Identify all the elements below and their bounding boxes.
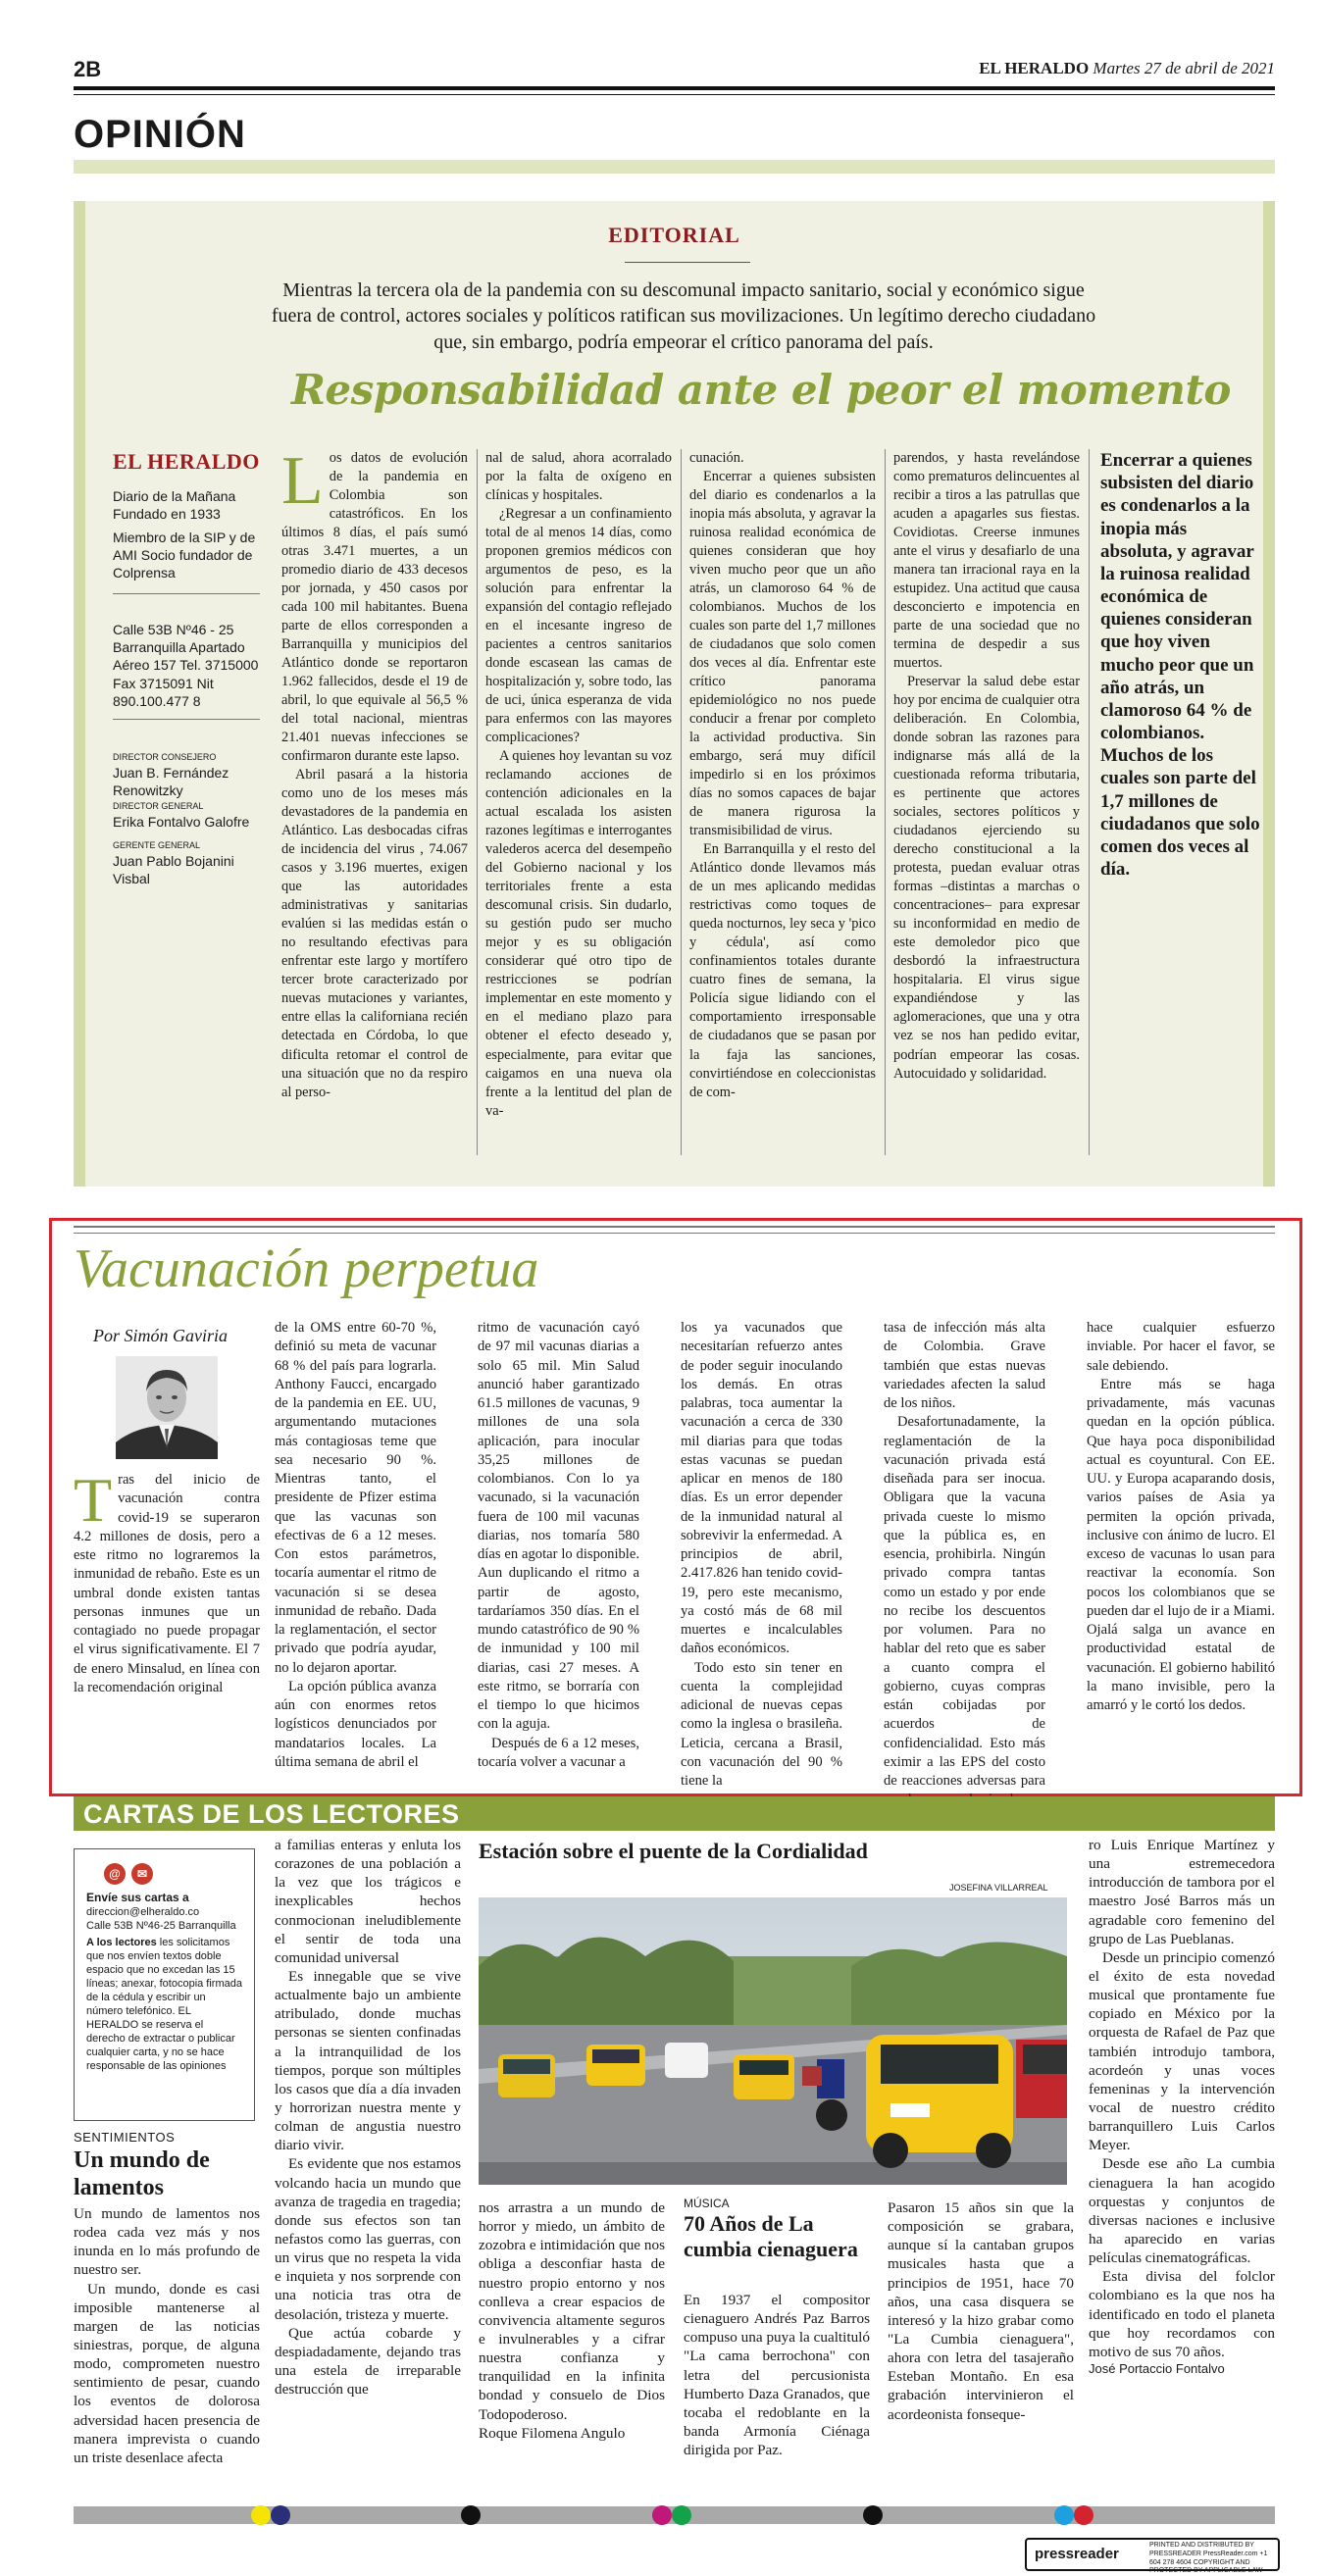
paragraph: os datos de evolución de la pandemia en Colombia son catastróficos. En los últimos 8 días, el país sumó otras 3.471 muertes, a un promedio diario de 433 decesos por jornada, y 450 casos por cada 100 mil habitantes. Buena parte de ellos corresponden a Barranquilla y municipios del Atlántico donde se reportaron 1.962 fallecidos, desde el 19 de abril, lo que equivale al 56,5 % del total nacional, mientras 21.401 nuevas infecciones se confirmaron durante este lapso. — [281, 450, 468, 765]
letter-text-1 — [74, 2204, 260, 2499]
paragraph: nal de salud, ahora acorralado por la falta de oxígeno en clínicas y hospitales. — [485, 450, 672, 504]
staff-name: Juan Pablo Bojanini Visbal — [113, 853, 234, 887]
paragraph: En Barranquilla y el resto del Atlántico donde llevamos más de un mes aplicando medidas restrictivas como toques de queda nocturnos, ley seca y 'pico y cédula', así como confinamientos totales durante cuatro fines de semana, la Policía sigue lidiando con el comportamiento irresponsable de ciudadanos que se pasan por la faja las sanciones, convirtiéndose en coleccionistas de com- — [689, 841, 876, 1100]
registration-dot-magenta — [652, 2505, 672, 2525]
staff-membership: Miembro de la SIP y de AMI Socio fundador de Colprensa — [113, 530, 256, 581]
pull-quote: Encerrar a quienes subsisten del diario es condenarlos a la inopia más absoluta, y agravar la ruinosa realidad económica de quienes consideran que hoy viven mucho peor que un año atrás, un clamoroso 64 % de colombianos. Muchos de los cuales son parte del 1,7 millones de ciudadanos que solo comen dos veces al día. — [1100, 450, 1260, 881]
byline: Por Simón Gaviria — [93, 1326, 228, 1345]
photo-credit: JOSEFINA VILLARREAL — [949, 1883, 1048, 1893]
letter-headline: 70 Años de La cumbia cienaguera — [684, 2211, 858, 2261]
paragraph: ras del inicio de vacunación contra covid-19 se superaron 4.2 millones de dosis, pero a este ritmo no lograremos la inmunidad de rebaño. Este es un umbral donde existen tantas personas inmunes que un contagiado no puede propagar el virus significativamente. El 7 de enero Minsalud, en línea con la recomendación original — [74, 1472, 260, 1695]
masthead-rule — [74, 86, 1275, 90]
staff-role: GERENTE GENERAL — [113, 840, 201, 850]
submission-email[interactable]: direccion@elheraldo.co — [86, 1906, 200, 1919]
paragraph: La opción pública avanza aún con enormes retos logísticos denunciados por mandatarios locales. La última semana de abril el — [275, 1678, 436, 1770]
staff-name: Erika Fontalvo Galofre — [113, 814, 250, 830]
publication-date: Martes 27 de abril de 2021 — [1093, 59, 1275, 77]
drop-cap: L — [281, 443, 324, 519]
photo-title: Estación sobre el puente de la Cordialidad — [479, 1839, 868, 1863]
column-rule — [681, 449, 682, 1155]
registration-dot-cyan — [1054, 2505, 1074, 2525]
paragraph: hace cualquier esfuerzo inviable. Por hacer el favor, se sale debiendo. — [1087, 1320, 1275, 1374]
cartas-title: CARTAS DE LOS LECTORES — [83, 1799, 460, 1829]
column-top-rule-thin — [74, 1233, 1275, 1234]
paragraph: Entre más se haga privadamente, más vacunas quedan en la opción pública. Que haya poca disponibilidad actual es coyuntural. Con EE. UU. y Europa acaparando dosis, varios países de Asia ya permiten la opción privada, inclusive con ánimo de lucro. El exceso de vacunas lo usan para reactivar la economía. Son pocos los colombianos que se pueden dar el lujo de ir a Miami. Ojalá salga un avance en productividad estatal de vacunación. El gobierno habilitó la mano invisible, pero la amarró y le cortó los dedos. — [1087, 1376, 1275, 1713]
editorial-box — [74, 201, 1275, 1187]
submission-note-text: les solicitamos que nos envíen textos doble espacio que no excedan las 15 líneas; anexar, fotocopia firmada de la cédula y escribir un número telefónico. EL HERALDO se reserva el derecho de extractar o publicar cualquier carta, y no se hace responsable de las opiniones — [86, 1936, 242, 2073]
paragraph: Abril pasará a la historia como uno de los meses más devastadores de la pandemia en Atlántico. Las desbocadas cifras de incidencia del virus , 74.067 casos y 3.196 muertes, exigen que las autoridades administrativas y sanitarias evalúen si las medidas están o no resultando efectivas para enfrentar este largo y mortífero tercer brote caracterizado por nuevas mutaciones y variantes, entre ellas la californiana recién detectada en Córdoba, lo que dificulta retomar el control de una situación que no da respiro al perso- — [281, 767, 468, 1100]
paragraph: A quienes hoy levantan su voz reclamando acciones de contención adicionales en la actual escalada los asisten razones legítimas e interrogantes valederos acerca del desempeño del Gobierno nacional y los territoriales frente a esta descomunal crisis. Sin dudarlo, su gestión pudo ser mucho mejor y es su obligación considerar qué otro tipo de restricciones se podrían implementar en este momento y en el mediano plazo para obtener el efecto deseado y, especialmente, para evitar que caigamos en una nueva ola frente a la lentitud del plan de va- — [485, 748, 672, 1119]
registration-dot-black — [461, 2505, 481, 2525]
paragraph: Esta divisa del folclor colombiano es la que nos ha identificado en todo el planeta que hoy recordamos con motivo de sus 70 años. — [1089, 2268, 1275, 2360]
paragraph: ¿Regresar a un confinamiento total de al menos 14 días, como proponen gremios médicos con argumentos de peso, es la solución para enfrentar la expansión del contagio reflejado en el incesante ingreso de pacientes a centros sanitarios donde escasean las camas de hospitalización y, sobre todo, las de uci, única esperanza de vida para enfermos con las mayores complicaciones? — [485, 506, 672, 746]
column-rule — [885, 449, 886, 1155]
paragraph: Un mundo, donde es casi imposible mantenerse al margen de las noticias siniestras, porque, de alguna modo, comprometen nuestro sentimiento de pesar, cuando los eventos de dolorosa adversidad hacen presencia de manera imprevista o cuando un triste desenlace afecta — [74, 2280, 260, 2466]
staff-logo: EL HERALDO — [113, 449, 260, 474]
section-title: OPINIÓN — [74, 113, 246, 156]
letter-signature: Roque Filomena Angulo — [479, 2424, 626, 2442]
paragraph: parendos, y hasta revelándose como prematuros delincuentes al recibir a tiros a las patrullas que acuden a apagarles sus fiestas. Covidiotas. Creerse inmunes ante el virus y desafiarlo de una manera tan irracional raya en la estupidez. Una actitud que causa desconcierto e impotencia en parte de una sociedad que no termina de despedir a sus muertos. — [893, 450, 1080, 672]
paragraph: Preservar la salud debe estar hoy por encima de cualquier otra deliberación. En Colombia, donde sobran las razones para indignarse más allá de la cuestionada reforma tributaria, es pertinente que actores sociales, sectores políticos y ciudadanos ejerciendo su derecho constitucional a la protesta, puedan evaluar otras formas –distintas a marchas o concentraciones– para expresar su inconformidad en medio de este demoledor pico que desbordó la infraestructura hospitalaria. El virus sigue expandiéndose y las aglomeraciones, que una y otra vez se nos han pedido evitar, podrían empeorar las cosas. Autocuidado y solidaridad. — [893, 674, 1080, 1082]
paragraph: ro Luis Enrique Martínez y una estremecedora introducción de tambora por el maestro José Barros más un agradable coro femenino del grupo de Las Pueblanas. — [1089, 1837, 1275, 1947]
column-text-3 — [478, 1319, 639, 1770]
column-text-5 — [884, 1319, 1045, 1789]
editorial-column-1 — [281, 443, 468, 1155]
paragraph: los ya vacunados que necesitarían refuerzo antes de poder seguir inoculando los demás. En otras palabras, toca aumentar la vacunación a cerca de 330 mil diarias para que todas estas vacunas se puedan aplicar en menos de 180 días. Es un error depender de la inmunidad natural al sobrevivir la enfermedad. A principios de abril, 2.417.826 han tenido covid-19, pero este mecanismo, ya costó más de 68 mil muertes e incalculables daños económicos. — [681, 1320, 842, 1657]
letter-text-3 — [479, 2198, 665, 2499]
letter-signature: José Portaccio Fontalvo — [1089, 2360, 1225, 2376]
author-photo — [116, 1356, 218, 1459]
paragraph: Un mundo de lamentos nos rodea cada vez más y nos inunda en lo más profundo de nuestro ser. — [74, 2205, 260, 2279]
page-number: 2B — [74, 57, 102, 81]
paragraph: ritmo de vacunación cayó de 97 mil vacunas diarias a solo 65 mil. Min Salud anunció haber garantizado 61.5 millones de vacunas, 9 millones de una sola aplicación, para inocular 35,25 millones de colombianos. Con lo ya vacunado, si la vacunación fuera de 100 mil vacunas diarias, nos tomaría 580 días en agotar lo disponible. Aun duplicando el ritmo a partir de agosto, tardaríamos 350 días. En el mundo catastrófico de 90 % de inmunidad y 100 mil diarias, casi 27 meses. A este ritmo, se borraría con el tiempo lo que hicimos con la aguja. — [478, 1320, 639, 1733]
paragraph: Que actúa cobarde y despiadadamente, dejando tras una estela de irreparable destrucción que — [275, 2324, 461, 2399]
editorial-kicker: EDITORIAL — [608, 223, 740, 247]
staff-name: Juan B. Fernández Renowitzky — [113, 765, 229, 799]
paragraph: a familias enteras y enluta los corazones de una población a la vez que los trágicos e inexplicables hechos conmocionan ineludiblemente el sentir de toda una comunidad universal — [275, 1837, 461, 1966]
staff-divider — [113, 719, 260, 720]
staff-divider — [113, 593, 260, 594]
mail-icon: ✉ — [131, 1863, 153, 1885]
letter-text-6 — [1089, 1836, 1275, 2499]
letter-text-2 — [275, 1836, 461, 2493]
registration-dot-green — [672, 2505, 691, 2525]
letter-label: MÚSICA — [684, 2197, 730, 2210]
column-text-1 — [74, 1465, 260, 1755]
masthead-rule-thin — [74, 94, 1275, 95]
registration-dot-yellow — [251, 2505, 271, 2525]
letter-text-4 — [684, 2291, 870, 2499]
drop-cap: T — [74, 1465, 113, 1535]
pressreader-label: pressreader — [1035, 2546, 1119, 2562]
paragraph: Desde ese año La cumbia cienaguera la han acogido orquestas y conjuntos de diversas naciones e inclusive ha aparecido en varias películas cinematográficas. — [1089, 2155, 1275, 2267]
staff-address: Calle 53B Nº46 - 25 Barranquilla Apartado Aéreo 157 Tel. 3715000 Fax 3715091 Nit 890.100.477 8 — [113, 622, 259, 709]
submission-note — [86, 1936, 242, 2074]
paragraph: de la OMS entre 60-70 %, definió su meta de vacunar 68 % del país para lograrla. Anthony Faucci, encargado de la pandemia en EE. UU, argumentando mutaciones más contagiosas teme que sea necesario 90 %. Mientras tanto, el presidente de Pfizer estima que las vacunas son efectivas de 6 a 12 meses. Con estos parámetros, tocaría aumentar el ritmo de vacunación si se desea inmunidad de rebaño. Dada la reglamentación, el sector privado que podría ayudar, no lo dejaron aportar. — [275, 1320, 436, 1676]
paragraph: Después de 6 a 12 meses, tocaría volver a vacunar a — [478, 1735, 639, 1770]
editorial-lead: Mientras la tercera ola de la pandemia con su descomunal impacto sanitario, social y económico sigue fuera de control, actores sociales y políticos ratifican sus movilizaciones. Un legítimo derecho ciudadano que, sin embargo, podría empeorar el crítico panorama del país. — [271, 279, 1096, 353]
paragraph: tasa de infección más alta de Colombia. Grave también que estas nuevas variedades afecten la salud de los niños. — [884, 1320, 1045, 1411]
column-text-6 — [1087, 1319, 1275, 1750]
staff-role: DIRECTOR CONSEJERO — [113, 752, 217, 762]
editorial-column-2 — [485, 449, 672, 1155]
registration-dot-navy — [271, 2505, 290, 2525]
submission-box — [74, 1848, 255, 2121]
submission-note-lead: A los lectores — [86, 1936, 157, 1948]
masthead — [74, 57, 1275, 80]
editorial-column-4 — [893, 449, 1080, 1155]
submission-address: Calle 53B Nº46-25 Barranquilla — [86, 1920, 236, 1933]
letter-headline: Un mundo de lamentos — [74, 2147, 210, 2200]
paragraph: Todo esto sin tener en cuenta la complejidad adicional de nuevas cepas como la inglesa o brasileña. Leticia, cercana a Brasil, con vacunación del 90 % tiene la — [681, 1659, 842, 1789]
column-rule — [477, 449, 478, 1155]
paragraph: Encerrar a quienes subsisten del diario es condenarlos a la inopia más absoluta, y agravar la ruinosa realidad económica de quienes consideran que hoy viven mucho peor que un año atrás, un clamoroso 64 % de colombianos. Muchos de los cuales son parte del 1,7 millones de ciudadanos que solo comen dos veces al día. Enfrentar este crítico panorama epidemiológico no nos puede conducir a frenar por completo la actividad productiva. Sin embargo, será muy difícil impedirlo si en los próximos días no somos capaces de bajar de manera rigurosa la transmisibilidad de virus. — [689, 469, 876, 839]
column-top-rule — [74, 1226, 1275, 1228]
staff-founded: Diario de la Mañana Fundado en 1933 — [113, 488, 236, 523]
street-photo — [479, 1897, 1067, 2185]
paragraph: Pasaron 15 años sin que la composición se grabara, aunque sí la cantaban grupos musicales hasta que a principios de 1951, hace 70 años, una casa disquera se interesó y la hizo grabar como "La Cumbia cienaguera", ahora con letra del tasajeraño Esteban Montaño. En esa grabación intervinieron el acordeonista fonseque- — [888, 2199, 1074, 2423]
kicker-rule — [625, 262, 750, 263]
paragraph: Es innegable que se vive actualmente bajo un ambiente atribulado, donde muchas personas se sienten confinadas a la intranquilidad de los tiempos, porque son múltiples los casos que día a día invaden y horrorizan nuestra mente y colman de angustia nuestro diario vivir. — [275, 1967, 461, 2154]
letter-label: SENTIMIENTOS — [74, 2130, 176, 2145]
paragraph: cunación. — [689, 450, 744, 466]
paragraph: Es evidente que nos estamos volcando hacia un mundo que avanza de tragedia en tragedia; donde sus efectos son tan nefastos como las guerras, con un virus que no respeta la vida e inquieta y nos sorprende con una noticia tras otra de desolación, tristeza y muerte. — [275, 2155, 461, 2323]
editorial-column-3 — [689, 449, 876, 1155]
column-text-4 — [681, 1319, 842, 1789]
submission-title: Envíe sus cartas a — [86, 1891, 189, 1904]
masthead-info — [979, 59, 1275, 78]
registration-dot-red — [1074, 2505, 1093, 2525]
letter-text-5 — [888, 2198, 1074, 2499]
column-text-2 — [275, 1319, 436, 1770]
staff-role: DIRECTOR GENERAL — [113, 801, 204, 811]
registration-dot-black — [863, 2505, 883, 2525]
paragraph: En 1937 el compositor cienaguero Andrés Paz Barros compuso una puya la cualtituló "La cama berrochona" con letra del percusionista Humberto Daza Granados, que tocaba el redoblante en la banda Armonía Ciénaga dirigida por Paz. — [684, 2292, 870, 2459]
pressreader-notice: PRINTED AND DISTRIBUTED BY PRESSREADER PressReader.com +1 604 278 4604 COPYRIGHT AND PROTECTED BY APPLICABLE LAW — [1149, 2542, 1268, 2575]
column-title: Vacunación perpetua — [74, 1238, 539, 1299]
paragraph: Desde un principio comenzó el éxito de esta novedad musical que prontamente fue copiado en México por la orquesta de Rafael de Paz que también introdujo tambora, acordeón y unas voces femeninas y la intervención vocal de nuestro crédito barranquillero Luis Carlos Meyer. — [1089, 1948, 1275, 2154]
at-icon: @ — [104, 1863, 126, 1885]
paragraph: nos arrastra a un mundo de horror y miedo, un ámbito de zozobra e intimidación que nos obliga a desconfiar hasta de nuestro propio entorno y nos conlleva a crear espacios de convivencia altamente seguros e invulnerables y a cifrar nuestra confianza y tranquilidad en la infinita bondad y consuelo de Dios Todopoderoso. — [479, 2199, 665, 2423]
column-rule — [1089, 449, 1090, 1155]
section-band — [74, 160, 1275, 174]
paper-name: EL HERALDO — [979, 59, 1090, 77]
editorial-headline: Responsabilidad ante el peor el momento — [291, 366, 1231, 414]
contact-icons — [104, 1863, 242, 1885]
paragraph: Desafortunadamente, la reglamentación de la vacunación privada está diseñada para ser inocua. Obligara que la vacuna privada cueste lo mismo que la pública es, en esencia, prohibirla. Ningún privado compra tantas como un estado y por ende no recibe los descuentos por volumen. Para no hablar del reto que es saber a cuanto compra el gobierno, cuyas compras están cobijadas por acuerdos de confidencialidad. Esto más eximir a las EPS del costo de reacciones adversas para — [884, 1414, 1045, 1789]
